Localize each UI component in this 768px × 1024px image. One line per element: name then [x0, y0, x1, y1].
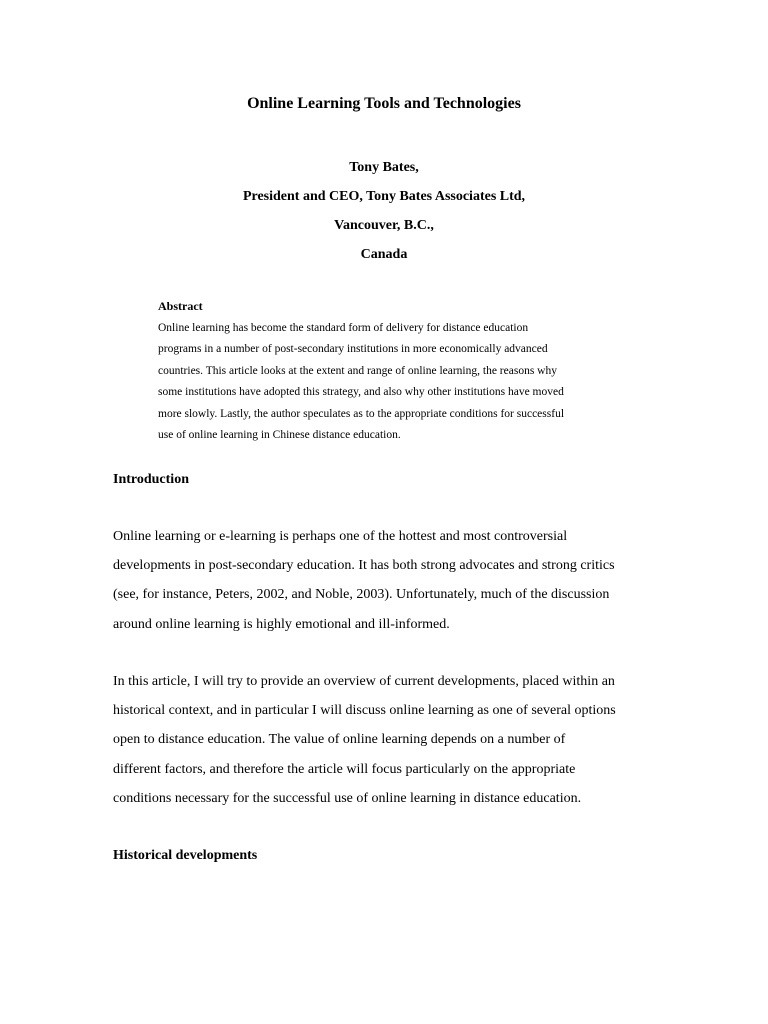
- paragraph-line: Online learning or e-learning is perhaps one of the hottest and most controversial: [113, 529, 568, 544]
- abstract-line: more slowly. Lastly, the author speculates as to the appropriate conditions for successful: [158, 407, 565, 420]
- author-name: Tony Bates,: [349, 160, 419, 175]
- abstract-line: countries. This article looks at the extent and range of online learning, the reasons why: [158, 364, 557, 377]
- introduction-paragraph-1: [113, 522, 673, 639]
- abstract-line: Online learning has become the standard form of delivery for distance education: [158, 321, 529, 334]
- abstract-heading: Abstract: [158, 299, 203, 313]
- paragraph-line: (see, for instance, Peters, 2002, and Noble, 2003). Unfortunately, much of the discussion: [113, 587, 610, 603]
- author-country: Canada: [360, 247, 408, 262]
- historical-developments-heading: Historical developments: [113, 848, 258, 863]
- introduction-paragraph-2: [113, 667, 673, 813]
- author-position: President and CEO, Tony Bates Associates Ltd,: [242, 189, 526, 204]
- abstract-line: programs in a number of post-secondary institutions in more economically advanced: [158, 343, 548, 355]
- abstract-section: [158, 296, 618, 447]
- abstract-line: some institutions have adopted this strategy, and also why other institutions have moved: [158, 386, 564, 398]
- paragraph-line: around online learning is highly emotional and ill-informed.: [113, 616, 450, 632]
- paragraph-line: different factors, and therefore the article will focus particularly on the appropriate: [113, 761, 576, 777]
- paragraph-line: developments in post-secondary education. It has both strong advocates and strong critics: [113, 558, 615, 574]
- abstract-body: [158, 318, 618, 447]
- paragraph-line: historical context, and in particular I will discuss online learning as one of several options: [113, 703, 616, 719]
- document-title: Online Learning Tools and Technologies: [247, 95, 521, 112]
- author-block: [0, 153, 768, 269]
- introduction-heading: Introduction: [113, 472, 189, 487]
- paragraph-line: conditions necessary for the successful use of online learning in distance education.: [113, 790, 582, 806]
- author-city: Vancouver, B.C.,: [334, 218, 434, 233]
- paragraph-line: open to distance education. The value of online learning depends on a number of: [113, 732, 566, 748]
- paragraph-line: In this article, I will try to provide an overview of current developments, placed within an: [113, 674, 615, 689]
- abstract-line: use of online learning in Chinese distance education.: [158, 429, 401, 441]
